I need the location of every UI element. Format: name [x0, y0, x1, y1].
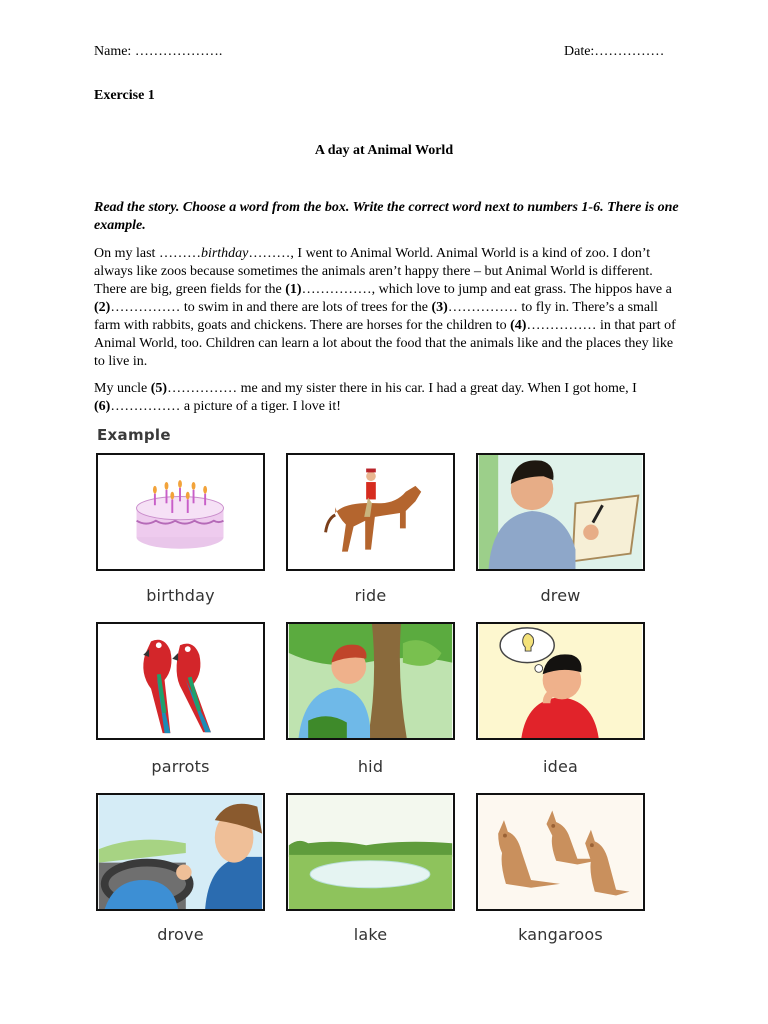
- story-text: …………… me and my sister there in his car. I had a great day. When I got home, I: [167, 381, 637, 396]
- story-text: …………… a picture of a tiger. I love it!: [110, 399, 341, 414]
- story-title: A day at Animal World: [314, 143, 454, 158]
- story-text: …………… to fly in. There’s a small farm with rabbits, goats and chickens. There are horses for the children to: [94, 300, 658, 333]
- kangaroos-icon: [478, 795, 643, 909]
- picture-ride: [286, 453, 455, 571]
- story-text: ………, I went to Animal World. Animal World is a kind of zoo. I don’t always like zoos because sometimes the animals aren’t happy there – but Animal World is different. There are big, green fields for the: [94, 246, 653, 297]
- picture-drove: [96, 793, 265, 911]
- gap-number: (2): [94, 300, 111, 315]
- instructions: Read the story. Choose a word from the box. Write the correct word next to numbers 1-6. There is one example.: [94, 200, 679, 233]
- picture-kangaroos: [476, 793, 645, 911]
- word-birthday: birthday: [146, 586, 215, 605]
- gap-number: (6): [94, 399, 111, 414]
- lake-icon: [288, 795, 453, 909]
- gap-number: (3): [431, 300, 448, 315]
- name-field-label: Name: ……………….: [94, 44, 223, 59]
- story-text: …………… to swim in and there are lots of trees for the: [110, 300, 432, 315]
- picture-idea: [476, 622, 645, 740]
- story-text: …………… in that part of Animal World, too. Children can learn a lot about the food that the animals like and the places they like to live in.: [94, 318, 676, 369]
- parrots-icon: [98, 624, 263, 738]
- boy-idea-icon: [478, 624, 643, 738]
- word-parrots: parrots: [151, 757, 210, 776]
- word-drew: drew: [540, 586, 581, 605]
- gap-number: (5): [150, 381, 168, 396]
- word-kangaroos: kangaroos: [518, 925, 603, 944]
- exercise-heading: Exercise 1: [94, 88, 155, 103]
- story-text: My uncle: [94, 381, 151, 396]
- story-paragraph-2: [94, 380, 684, 416]
- word-ride: ride: [354, 586, 387, 605]
- gap-number: (1): [285, 282, 302, 297]
- picture-birthday: [96, 453, 265, 571]
- example-answer: birthday: [200, 246, 249, 261]
- picture-drew: [476, 453, 645, 571]
- gap-number: (4): [510, 318, 527, 333]
- picture-hid: [286, 622, 455, 740]
- horse-rider-icon: [288, 455, 453, 569]
- picture-lake: [286, 793, 455, 911]
- word-drove: drove: [157, 925, 204, 944]
- boy-hiding-icon: [288, 624, 453, 738]
- boy-drawing-icon: [478, 455, 643, 569]
- man-driving-icon: [98, 795, 263, 909]
- story-text: On my last ………: [94, 246, 201, 261]
- word-hid: hid: [357, 757, 384, 776]
- example-label: Example: [97, 426, 171, 444]
- date-field-label: Date:……………: [564, 44, 665, 59]
- story-text: ……………, which love to jump and eat grass. The hippos have a: [301, 282, 672, 297]
- word-lake: lake: [353, 925, 388, 944]
- picture-parrots: [96, 622, 265, 740]
- story-paragraph-1: [94, 245, 684, 371]
- birthday-cake-icon: [98, 455, 263, 569]
- word-idea: idea: [542, 757, 579, 776]
